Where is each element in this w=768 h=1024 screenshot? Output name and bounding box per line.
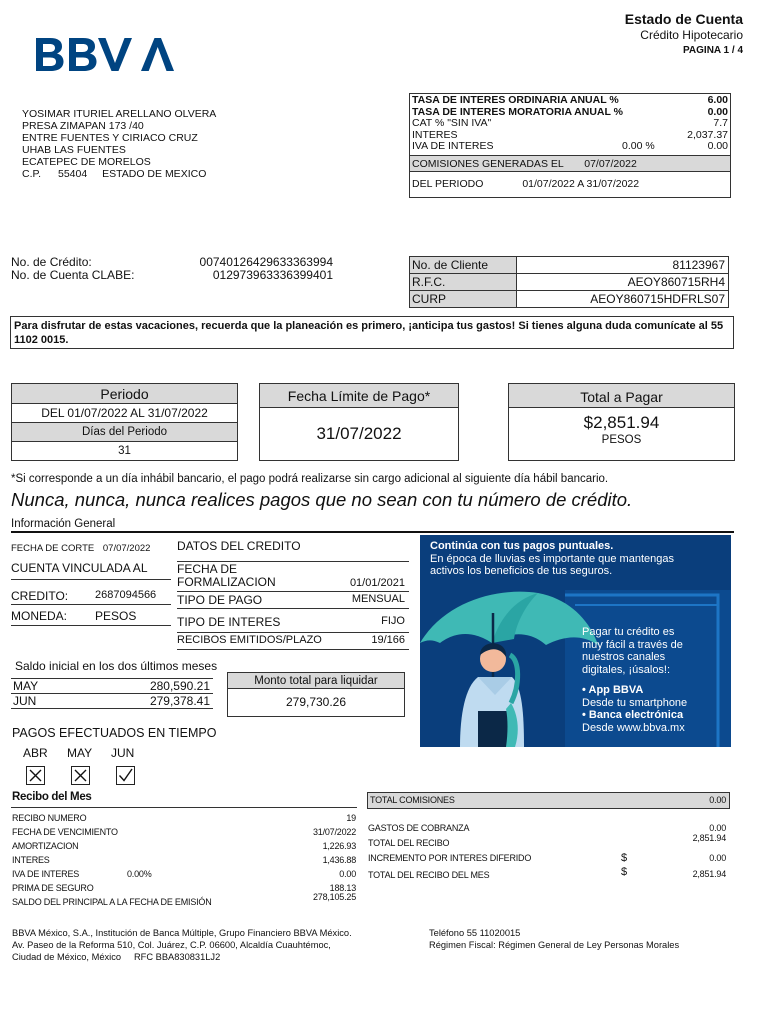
- period-label: DEL PERIODO: [412, 178, 484, 190]
- warning-message: Nunca, nunca, nunca realices pagos que no sean con tu número de crédito.: [11, 489, 633, 510]
- table-row: [368, 853, 728, 868]
- receipt-table: [12, 811, 358, 909]
- client-id-table: [409, 256, 729, 308]
- promo-banner: [420, 535, 731, 747]
- interest-type-label: TIPO DE INTERES: [177, 615, 281, 629]
- promo-side-line: muy fácil a través de: [582, 638, 683, 651]
- table-row: [410, 257, 729, 274]
- table-row: [410, 274, 729, 291]
- rate-value: 2,037.37: [687, 128, 728, 141]
- receipt-value: 1,436.88: [322, 855, 356, 865]
- account-numbers: [11, 256, 333, 282]
- payments-month: JUN: [111, 746, 135, 760]
- missed-payment-checkbox: [26, 766, 45, 785]
- interest-type-value: FIJO: [381, 615, 405, 627]
- x-mark-icon: [27, 767, 44, 784]
- currency-sign: $: [621, 852, 627, 864]
- clabe-label: No. de Cuenta CLABE:: [11, 268, 135, 282]
- receipts-value: 19/166: [371, 634, 405, 646]
- currency-label: MONEDA:: [11, 609, 68, 623]
- commission-value: 0.00: [709, 823, 726, 833]
- table-row: [368, 866, 728, 885]
- period-box: [11, 383, 238, 461]
- linked-credit-row: [11, 589, 157, 603]
- currency-sign: $: [621, 866, 627, 878]
- payment-type-label: TIPO DE PAGO: [177, 593, 263, 607]
- table-row: [368, 823, 728, 838]
- footer-line: Av. Paseo de la Reforma 510, Col. Juárez, C.P. 06600, Alcaldía Cuauhtémoc,: [12, 940, 331, 950]
- footnote: *Si corresponde a un día inhábil bancario, el pago podrá realizarse sin cargo adicional al siguiente día hábil bancario.: [11, 473, 609, 485]
- receipt-label: RECIBO NUMERO: [12, 813, 87, 823]
- promo-side-line: digitales, ¡úsalos!:: [582, 663, 671, 676]
- missed-payment-checkbox: [71, 766, 90, 785]
- formalization-label-line: FORMALIZACION: [177, 575, 276, 589]
- promo-bullet-sub: Desde www.bbva.mx: [582, 721, 685, 734]
- promo-headline-line: En época de lluvias es importante que mantengas: [430, 552, 674, 565]
- receipt-label: AMORTIZACION: [12, 841, 79, 851]
- period-row: [412, 178, 639, 190]
- footer-regimen: Régimen Fiscal: Régimen General de Ley Personas Morales: [429, 940, 680, 950]
- formalization-label-line: FECHA DE: [177, 562, 238, 576]
- rate-value: 7.7: [713, 117, 728, 129]
- table-row: [368, 833, 728, 853]
- receipt-value: 19: [346, 813, 356, 823]
- days-title: Días del Periodo: [12, 423, 237, 442]
- receipt-label: FECHA DE VENCIMIENTO: [12, 827, 118, 837]
- customer-name: YOSIMAR ITURIEL ARELLANO OLVERA: [22, 108, 217, 120]
- receipt-value: 278,105.25: [312, 892, 356, 902]
- total-title: Total a Pagar: [509, 384, 734, 408]
- rate-label: TASA DE INTERES MORATORIA ANUAL %: [412, 105, 623, 118]
- cp-value: 55404: [58, 168, 88, 180]
- promo-headline-line: activos los beneficios de tus seguros.: [430, 565, 613, 577]
- total-currency: PESOS: [601, 434, 642, 446]
- total-box: [508, 383, 735, 461]
- page-number: PAGINA 1 / 4: [682, 45, 743, 56]
- receipt-value: 0.00: [339, 869, 356, 879]
- address-line: ECATEPEC DE MORELOS: [22, 156, 151, 168]
- balance-month: MAY: [13, 679, 39, 693]
- address-postal: [22, 168, 216, 180]
- currency-value: PESOS: [95, 609, 137, 623]
- commission-value: 0.00: [709, 853, 726, 863]
- linked-credit-value: 2687094566: [95, 589, 157, 601]
- cut-date-row: [11, 543, 150, 554]
- curp-label: CURP: [410, 291, 517, 308]
- statement-subtitle: Crédito Hipotecario: [640, 28, 743, 42]
- state: ESTADO DE MEXICO: [102, 168, 207, 180]
- check-mark-icon: [117, 767, 134, 784]
- rate-row: [412, 118, 728, 130]
- table-row: [410, 291, 729, 308]
- ontime-payment-checkbox: [116, 766, 135, 785]
- commissions-date-row: [410, 155, 730, 172]
- payments-month: ABR: [23, 746, 48, 760]
- rates-box: [409, 93, 731, 198]
- due-date-title: Fecha Límite de Pago*: [260, 384, 458, 408]
- rate-label: TASA DE INTERES ORDINARIA ANUAL %: [412, 94, 619, 106]
- payoff-box: [227, 672, 405, 717]
- divider: [11, 604, 171, 605]
- interest-type-row: [177, 608, 409, 632]
- receipt-label: INTERES: [12, 855, 50, 865]
- total-value: $2,851.94: [583, 413, 660, 432]
- balances-title: Saldo inicial en los dos últimos meses: [15, 659, 218, 673]
- footer-line: Ciudad de México, México RFC BBA830831LJ2: [12, 952, 221, 962]
- commission-label: TOTAL DEL RECIBO DEL MES: [368, 870, 490, 880]
- table-row: [11, 679, 213, 694]
- address-line: UHAB LAS FUENTES: [22, 144, 126, 156]
- period-value: DEL 01/07/2022 AL 31/07/2022: [12, 404, 237, 423]
- payoff-title: Monto total para liquidar: [228, 673, 404, 689]
- promo-side-line: Pagar tu crédito es: [582, 626, 675, 638]
- credit-data-title: DATOS DEL CREDITO: [177, 539, 301, 553]
- balance-month: JUN: [13, 694, 37, 708]
- period-title: Periodo: [12, 384, 237, 404]
- receipt-value: 1,226.93: [322, 841, 356, 851]
- table-row: [11, 694, 213, 709]
- payments-title: PAGOS EFECTUADOS EN TIEMPO: [12, 726, 217, 740]
- commissions-date: 07/07/2022: [584, 158, 637, 170]
- promo-bullet: • App BBVA: [582, 684, 644, 696]
- due-date-box: [259, 383, 459, 461]
- table-row: [12, 867, 358, 881]
- curp-value: AEOY860715HDFRLS07: [517, 291, 729, 308]
- payments-month: MAY: [67, 746, 93, 760]
- commission-value: 2,851.94: [692, 869, 726, 879]
- promo-headline: [430, 540, 674, 578]
- rfc-label: R.F.C.: [410, 274, 517, 291]
- payment-type-row: [177, 591, 409, 608]
- cp-label: C.P.: [22, 168, 42, 180]
- credit-number-value: 00740126429633363994: [199, 255, 333, 269]
- promo-bullet: • Banca electrónica: [582, 709, 684, 721]
- receipt-label: SALDO DEL PRINCIPAL A LA FECHA DE EMISIÓN: [12, 897, 212, 907]
- promo-side-text: [582, 626, 687, 734]
- footer-line: BBVA México, S.A., Institución de Banca Múltiple, Grupo Financiero BBVA México.: [12, 928, 352, 938]
- bbva-logo: [34, 30, 174, 78]
- clabe-value: 012973963336399401: [212, 268, 333, 282]
- commission-label: GASTOS DE COBRANZA: [368, 823, 470, 833]
- currency-row: [11, 609, 137, 623]
- notice-banner: Para disfrutar de estas vacaciones, recuerda que la planeación es primero, ¡anticipa tus gastos! Si tienes alguna duda comunícate al 55 1102 0015.: [10, 316, 734, 349]
- commission-label: TOTAL DEL RECIBO: [368, 838, 450, 848]
- table-row: [12, 881, 358, 895]
- rate-value: 6.00: [707, 94, 728, 106]
- bbva-logo-icon: [34, 30, 174, 78]
- credit-data-panel: [177, 539, 409, 650]
- commission-label: INCREMENTO POR INTERES DIFERIDO: [368, 853, 532, 863]
- formalization-value: 01/01/2021: [349, 577, 405, 589]
- table-row: [12, 853, 358, 867]
- rate-row: [412, 141, 728, 153]
- due-date-value: 31/07/2022: [316, 424, 402, 443]
- credit-number-label: No. de Crédito:: [11, 255, 92, 269]
- address-line: ENTRE FUENTES Y CIRIACO CRUZ: [22, 132, 198, 144]
- table-row: [12, 811, 358, 825]
- clabe-row: [11, 269, 333, 282]
- general-info-title: Información General: [11, 518, 116, 530]
- balance-value: 280,590.21: [149, 679, 210, 693]
- linked-credit-label: CREDITO:: [11, 589, 69, 603]
- rate-value: 0.00: [707, 140, 728, 152]
- footer-bank-info: [12, 927, 352, 963]
- divider: [11, 625, 171, 626]
- rate-pct: 0.00 %: [622, 140, 655, 152]
- cut-date-label: FECHA DE CORTE: [11, 543, 95, 554]
- receipt-label: IVA DE INTERES: [12, 869, 80, 879]
- receipts-label: RECIBOS EMITIDOS/PLAZO: [177, 634, 322, 646]
- promo-bullet-sub: Desde tu smartphone: [582, 696, 688, 709]
- rate-label: CAT % "SIN IVA": [412, 117, 492, 129]
- receipt-label: PRIMA DE SEGURO: [12, 883, 94, 893]
- formalization-row: [177, 561, 409, 591]
- customer-address: [22, 108, 216, 180]
- rate-label: IVA DE INTERES: [412, 140, 494, 152]
- address-line: PRESA ZIMAPAN 173 /40: [22, 120, 144, 132]
- linked-account-label: CUENTA VINCULADA AL: [11, 561, 171, 580]
- rfc-value: AEOY860715RH4: [517, 274, 729, 291]
- cut-date-value: 07/07/2022: [102, 543, 151, 554]
- period-value: 01/07/2022 A 31/07/2022: [522, 178, 640, 190]
- divider: [11, 807, 357, 808]
- payment-type-value: MENSUAL: [351, 593, 405, 605]
- footer-contact: [429, 927, 679, 951]
- receipts-row: [177, 632, 409, 650]
- footer-phone: Teléfono 55 11020015: [429, 928, 521, 938]
- receipt-value: 31/07/2022: [312, 827, 356, 837]
- commission-value: 2,851.94: [692, 833, 726, 843]
- table-row: [12, 825, 358, 839]
- rate-label: INTERES: [412, 128, 458, 141]
- commissions-total-label: TOTAL COMISIONES: [370, 795, 455, 805]
- commissions-table: [368, 823, 728, 883]
- client-number-value: 81123967: [517, 257, 729, 274]
- receipt-extra: 0.00%: [127, 869, 152, 879]
- promo-side-line: nuestros canales: [582, 651, 666, 663]
- promo-headline-line: Continúa con tus pagos puntuales.: [430, 540, 614, 552]
- receipt-title: Recibo del Mes: [12, 791, 92, 803]
- table-row: [12, 892, 358, 909]
- payoff-value: 279,730.26: [285, 695, 347, 709]
- balance-value: 279,378.41: [149, 694, 210, 708]
- commissions-total-value: 0.00: [709, 795, 726, 805]
- divider: [11, 531, 734, 533]
- days-value: 31: [118, 445, 131, 457]
- x-mark-icon: [72, 767, 89, 784]
- statement-title: Estado de Cuenta: [624, 11, 743, 27]
- commissions-total-row: [367, 792, 730, 809]
- rate-value: 0.00: [707, 105, 728, 118]
- client-number-label: No. de Cliente: [410, 257, 517, 274]
- rate-row: [412, 95, 728, 107]
- formalization-label: [177, 563, 276, 589]
- table-row: [12, 839, 358, 853]
- commissions-label: COMISIONES GENERADAS EL: [412, 158, 564, 170]
- receipt-value: 188.13: [329, 883, 356, 893]
- balances-table: [11, 678, 213, 709]
